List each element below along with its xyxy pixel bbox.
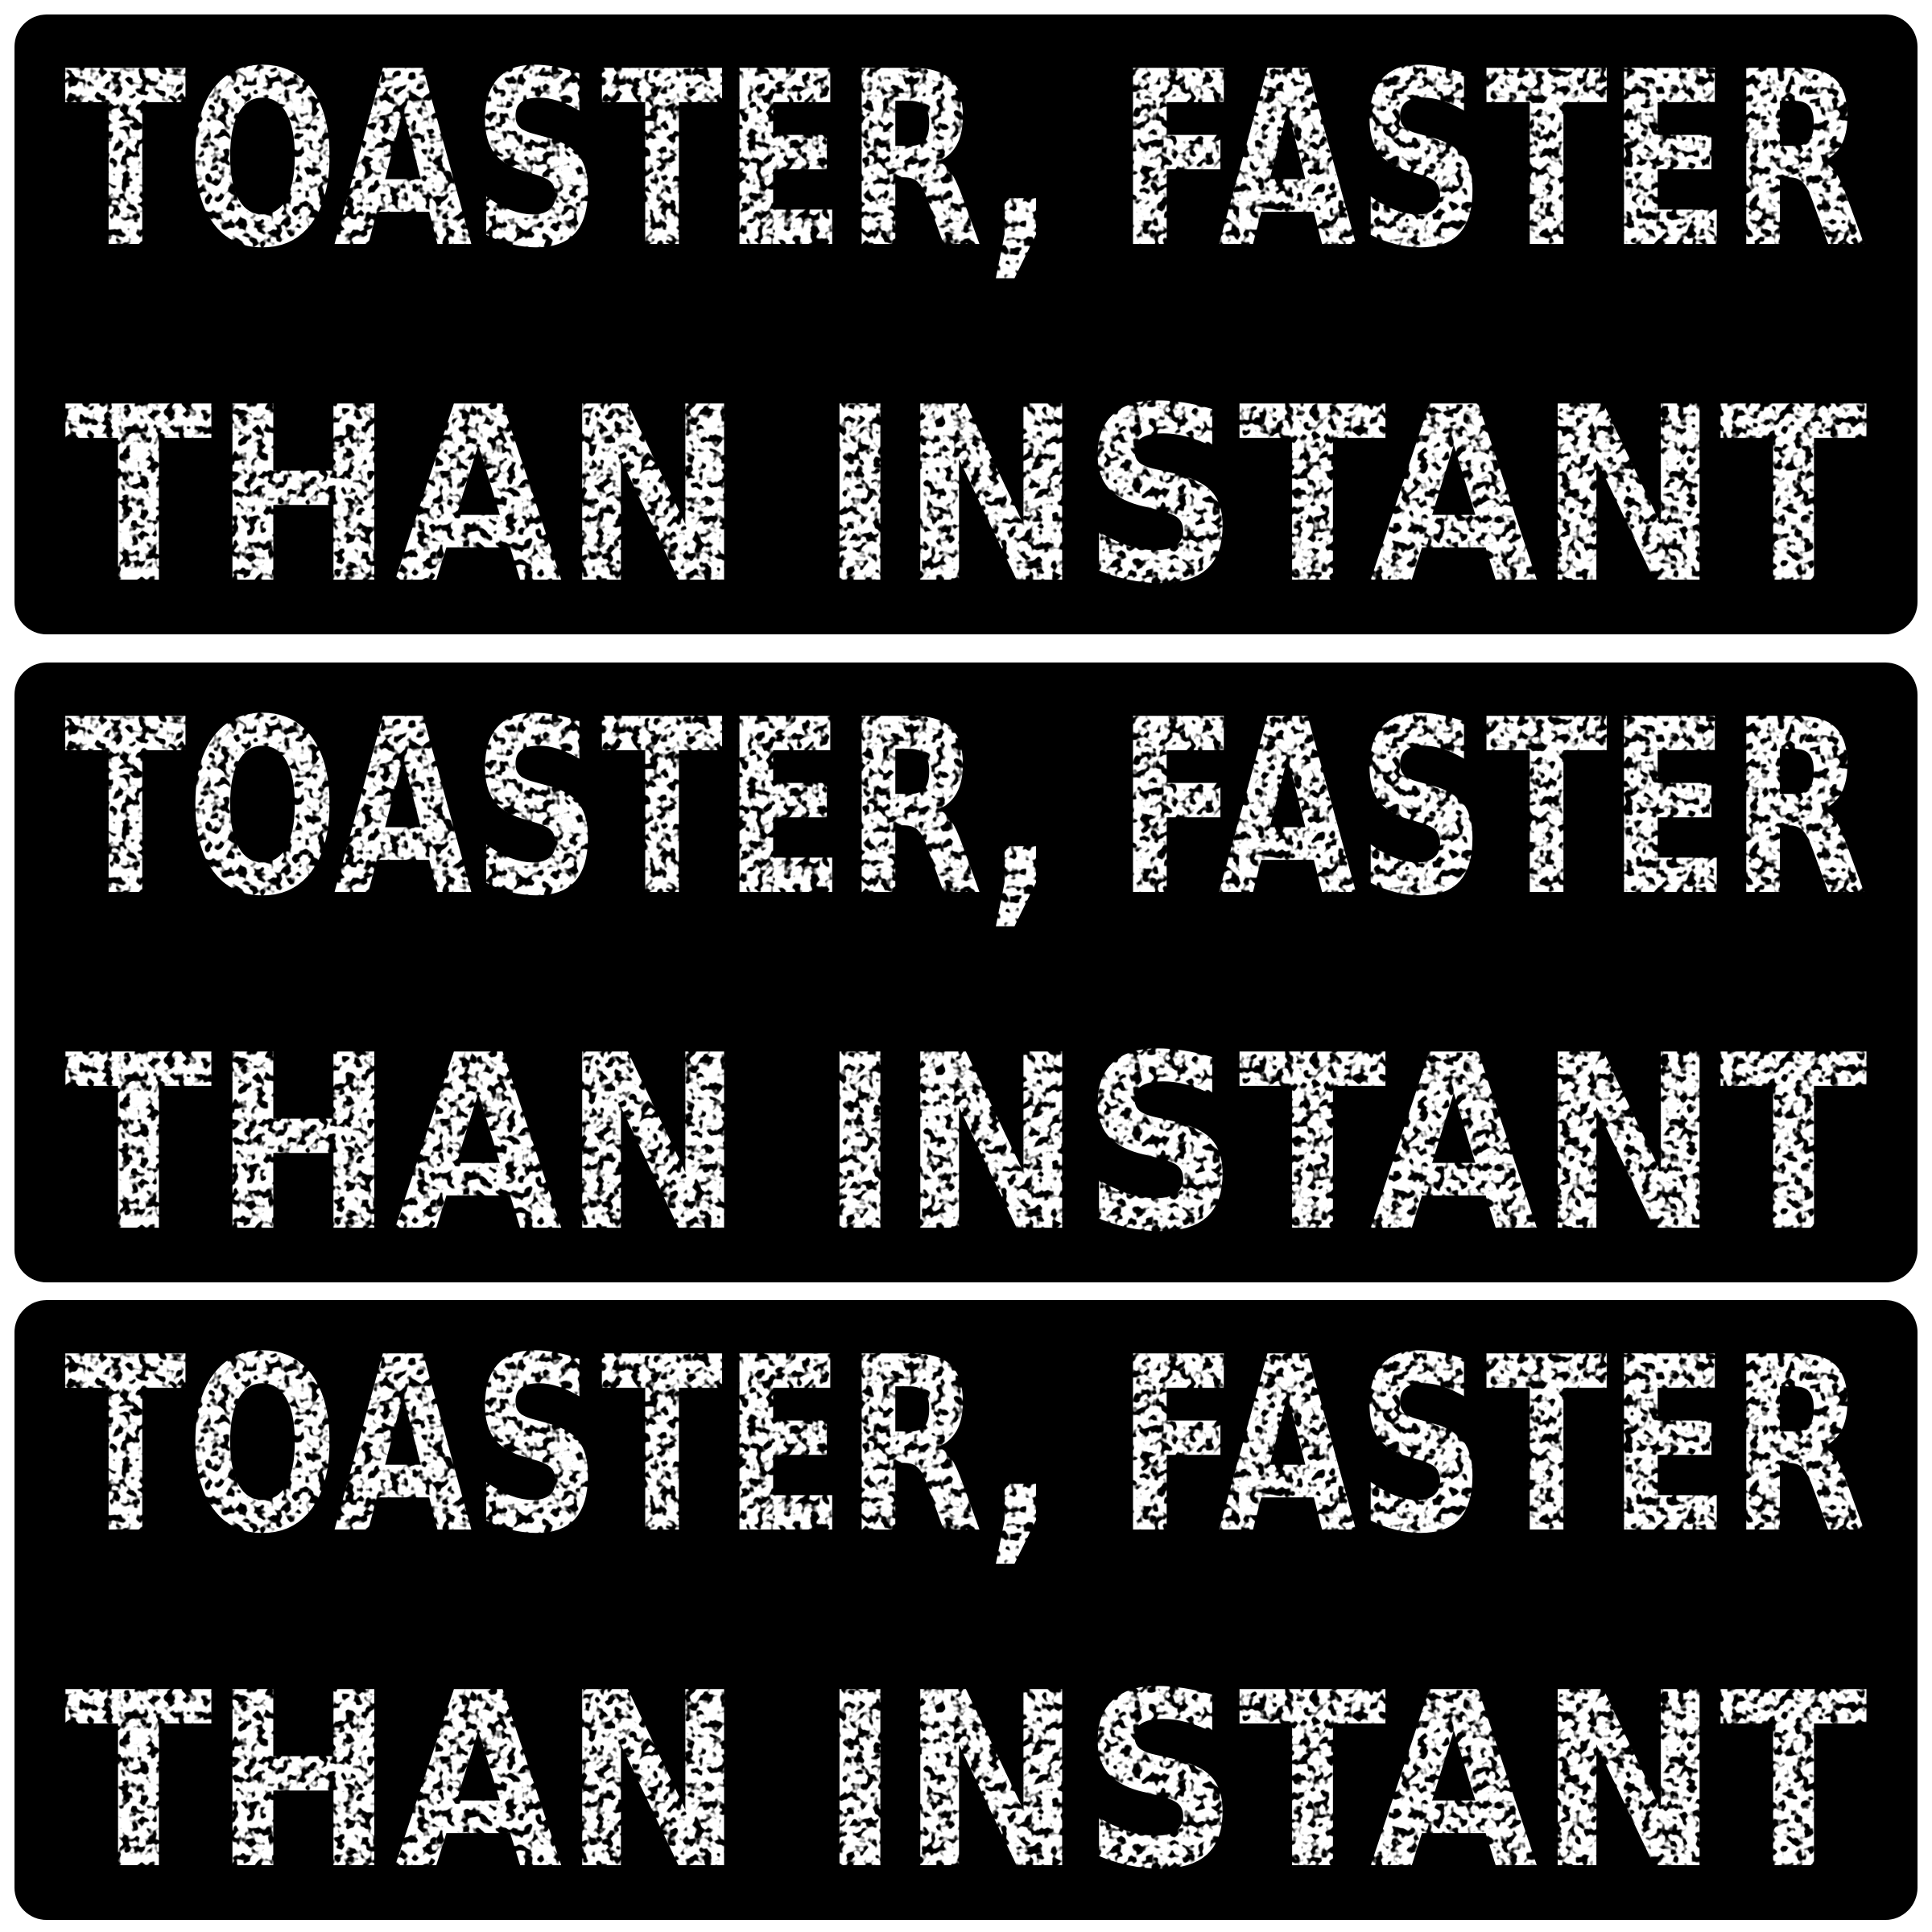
sticker-banner [14,14,1918,634]
sticker-text-art [14,663,1918,1282]
sticker-banner [14,663,1918,1282]
sticker-text-art [14,14,1918,634]
sticker-line-1: TOASTER, FASTER [64,1306,1868,1587]
sticker-line-1: TOASTER, FASTER [64,20,1868,301]
sticker-line-1: TOASTER, FASTER [64,668,1868,949]
sticker-line-2: THAN INSTANT [64,1004,1869,1282]
sticker-line-2: THAN INSTANT [64,1641,1869,1920]
sticker-line-2: THAN INSTANT [64,356,1869,634]
sticker-banner [14,1300,1918,1920]
sticker-text-art [14,1300,1918,1920]
